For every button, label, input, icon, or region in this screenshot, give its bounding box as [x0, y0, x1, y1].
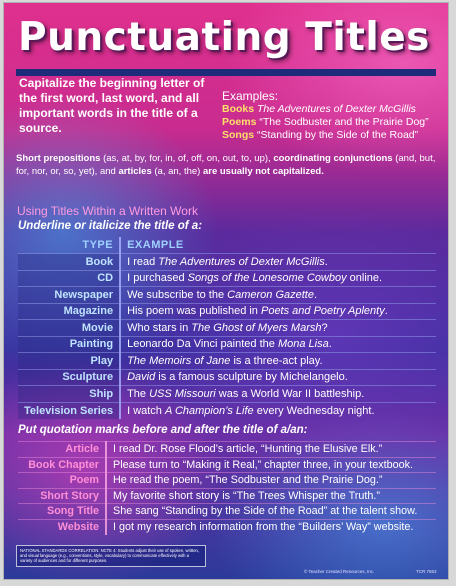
table-header-row	[18, 237, 436, 254]
note-bold: are usually not capitalized.	[202, 165, 324, 177]
example-type: Songs	[222, 129, 255, 141]
row-example	[120, 353, 436, 370]
example-post: .	[328, 338, 332, 351]
example-text: “The Sodbuster and the Prairie Dog”	[259, 116, 429, 128]
example-type: Books	[222, 103, 255, 115]
example-title: A Champion’s Life	[164, 404, 254, 417]
example-title: The Ghost of Myers Marsh	[191, 321, 322, 334]
example-post: .	[384, 305, 388, 318]
example-pre: Leonardo Da Vinci painted the	[127, 338, 278, 351]
row-type: Book Chapter	[18, 457, 106, 473]
row-type: Newspaper	[18, 287, 120, 304]
table-row	[18, 504, 436, 520]
row-example	[120, 336, 436, 353]
table-row	[18, 488, 436, 504]
copyright: © Teacher Created Resources, Inc.	[304, 569, 375, 574]
table-row	[18, 287, 436, 304]
row-type: CD	[18, 270, 120, 287]
intro-text: Capitalize the beginning letter of the first word, last word, and all important words in the title of a source.	[19, 76, 205, 135]
table-row	[18, 402, 436, 419]
note-bold: articles	[118, 165, 152, 177]
row-example: My favorite short story is “The Trees Whisper the Truth.”	[106, 488, 436, 504]
example-type: Poems	[222, 116, 257, 128]
example-title: Songs of the Lonesome Cowboy	[187, 272, 347, 285]
poster	[3, 2, 449, 580]
capitalization-note	[16, 153, 438, 178]
row-type: Ship	[18, 386, 120, 403]
quotation-heading: Put quotation marks before and after the title of a/an:	[18, 424, 308, 436]
page-title: Punctuating Titles	[18, 15, 430, 60]
table-row	[18, 254, 436, 271]
row-type: Painting	[18, 336, 120, 353]
example-text: The Adventures of Dexter McGillis	[257, 103, 416, 115]
example-pre: I read	[127, 255, 159, 268]
table-row	[18, 336, 436, 353]
example-pre: The	[127, 387, 150, 400]
note-text: (and, but, for, nor, or, so, yet), and	[16, 153, 436, 177]
underline-heading: Underline or italicize the title of a:	[18, 220, 203, 232]
example-post: every Wednesday night.	[253, 404, 375, 417]
row-example	[120, 270, 436, 287]
example-post: was a World War II battleship.	[215, 387, 365, 400]
example-title: USS Missouri	[149, 387, 216, 400]
table-row	[18, 519, 436, 535]
example-pre: I purchased	[127, 272, 188, 285]
table-row	[18, 270, 436, 287]
row-type: Book	[18, 254, 120, 271]
table-row	[18, 386, 436, 403]
row-example	[120, 402, 436, 419]
example-title: The Adventures of Dexter McGillis	[158, 255, 325, 268]
examples-list	[222, 103, 447, 142]
row-example: He read the poem, “The Sodbuster and the Prairie Dog.”	[106, 473, 436, 489]
italicize-table-body	[18, 254, 436, 419]
table-row	[18, 353, 436, 370]
row-example	[120, 303, 436, 320]
quotation-table	[18, 441, 436, 535]
note-bold: Short prepositions	[16, 153, 101, 164]
row-example: She sang “Standing by the Side of the Road” at the talent show.	[106, 504, 436, 520]
example-post: ?	[321, 321, 328, 334]
example-post: is a famous sculpture by Michelangelo.	[155, 371, 348, 384]
example-pre: I watch	[127, 404, 165, 417]
row-example	[120, 320, 436, 337]
example-title: The Memoirs of Jane	[127, 354, 231, 367]
row-example: Please turn to “Making it Real,” chapter three, in your textbook.	[106, 457, 436, 473]
row-type: Sculpture	[18, 369, 120, 386]
row-type: Song Title	[18, 504, 106, 520]
row-example	[120, 287, 436, 304]
row-example	[120, 386, 436, 403]
example-pre: His poem was published in	[127, 305, 261, 318]
row-example	[120, 369, 436, 386]
row-type: Television Series	[18, 402, 120, 419]
row-type: Play	[18, 353, 120, 370]
example-item	[222, 116, 447, 129]
header-type: TYPE	[18, 237, 120, 254]
example-text: “Standing by the Side of the Road”	[257, 129, 419, 141]
row-type: Movie	[18, 320, 120, 337]
note-text: (as, at, by, for, in, of, off, on, out, to, up),	[100, 153, 274, 164]
header-example: EXAMPLE	[127, 239, 184, 251]
example-post: online.	[346, 272, 383, 285]
table-row	[18, 369, 436, 386]
example-title: David	[127, 371, 156, 384]
row-type: Website	[18, 519, 106, 535]
italicize-table	[18, 237, 436, 419]
table-row	[18, 320, 436, 337]
table-row	[18, 303, 436, 320]
note-text: (a, an, the)	[151, 165, 203, 177]
table-row	[18, 473, 436, 489]
example-post: .	[313, 288, 318, 301]
example-pre: We subscribe to the	[127, 288, 228, 301]
row-type: Poem	[18, 473, 106, 489]
table-row	[18, 442, 436, 458]
row-example: I got my research information from the “Builders’ Way” website.	[106, 519, 436, 535]
product-code: TCR 7653	[416, 569, 437, 574]
row-type: Magazine	[18, 303, 120, 320]
note-bold: coordinating conjunctions	[273, 153, 393, 164]
example-item	[222, 129, 447, 142]
standards-note: NATIONAL STANDARDS CORRELATION: NCTE 4: Students adjust their use of spoken, written, and visual language (e.g., conventions, style, vocabulary) to communicate effectively with a variety of audiences and for different purposes.	[16, 545, 206, 567]
example-title: Cameron Gazette	[227, 288, 314, 301]
section-title: Using Titles Within a Written Work	[17, 204, 198, 218]
title-rule	[16, 69, 436, 76]
row-type: Article	[18, 442, 106, 458]
row-example: I read Dr. Rose Flood’s article, “Hunting the Elusive Elk.”	[106, 442, 436, 458]
examples-label: Examples:	[222, 89, 279, 103]
example-post: is a three-act play.	[230, 354, 323, 367]
table-row	[18, 457, 436, 473]
example-title: Mona Lisa	[277, 338, 329, 351]
row-type: Short Story	[18, 488, 106, 504]
example-post: .	[324, 255, 328, 268]
quotation-table-body	[18, 442, 436, 535]
example-title: Poets and Poetry Aplenty	[260, 305, 385, 318]
example-item	[222, 103, 447, 116]
row-example	[120, 254, 436, 271]
example-pre: Who stars in	[127, 321, 192, 334]
